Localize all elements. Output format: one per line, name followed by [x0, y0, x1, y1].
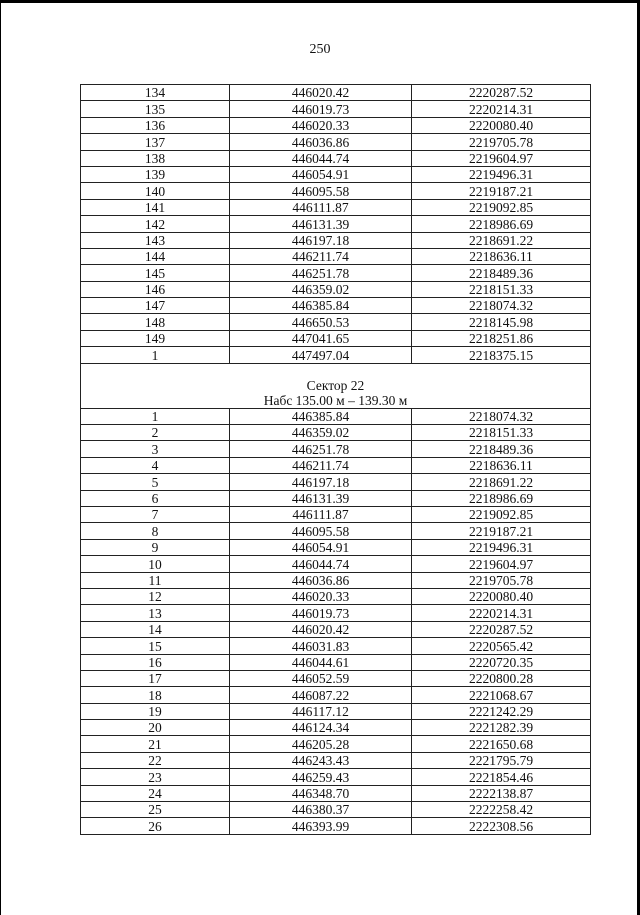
x-coordinate-cell: 446111.87	[230, 199, 412, 215]
table-row	[81, 605, 591, 621]
point-number-cell: 16	[81, 654, 230, 670]
section-header-group	[81, 363, 591, 408]
x-coordinate-cell: 446205.28	[230, 736, 412, 752]
point-number-cell: 1	[81, 347, 230, 363]
point-number-cell: 3	[81, 441, 230, 457]
table-row	[81, 752, 591, 768]
point-number-cell: 136	[81, 117, 230, 133]
y-coordinate-cell: 2221795.79	[412, 752, 591, 768]
y-coordinate-cell: 2221282.39	[412, 720, 591, 736]
page-number: 250	[309, 42, 331, 57]
point-number-cell: 18	[81, 687, 230, 703]
x-coordinate-cell: 446052.59	[230, 670, 412, 686]
x-coordinate-cell: 446044.61	[230, 654, 412, 670]
table-row	[81, 654, 591, 670]
point-number-cell: 15	[81, 638, 230, 654]
x-coordinate-cell: 446020.33	[230, 588, 412, 604]
table-row	[81, 150, 591, 166]
x-coordinate-cell: 446650.53	[230, 314, 412, 330]
y-coordinate-cell: 2219705.78	[412, 134, 591, 150]
section-title: Сектор 22	[306, 377, 365, 393]
x-coordinate-cell: 446380.37	[230, 802, 412, 818]
y-coordinate-cell: 2222258.42	[412, 802, 591, 818]
table-row	[81, 818, 591, 834]
x-coordinate-cell: 446020.42	[230, 85, 412, 101]
y-coordinate-cell: 2221068.67	[412, 687, 591, 703]
x-coordinate-cell: 446111.87	[230, 506, 412, 522]
point-number-cell: 145	[81, 265, 230, 281]
x-coordinate-cell: 447041.65	[230, 330, 412, 346]
table-row	[81, 474, 591, 490]
table-row	[81, 85, 591, 101]
table-row	[81, 117, 591, 133]
y-coordinate-cell: 2218986.69	[412, 490, 591, 506]
scan-border-left	[0, 0, 1, 915]
x-coordinate-cell: 446197.18	[230, 232, 412, 248]
y-coordinate-cell: 2218151.33	[412, 281, 591, 297]
y-coordinate-cell: 2219092.85	[412, 199, 591, 215]
x-coordinate-cell: 446095.58	[230, 523, 412, 539]
point-number-cell: 17	[81, 670, 230, 686]
point-number-cell: 135	[81, 101, 230, 117]
scan-border-top	[0, 0, 640, 3]
x-coordinate-cell: 446131.39	[230, 216, 412, 232]
table-row	[81, 330, 591, 346]
point-number-cell: 139	[81, 166, 230, 182]
point-number-cell: 141	[81, 199, 230, 215]
point-number-cell: 13	[81, 605, 230, 621]
y-coordinate-cell: 2219187.21	[412, 183, 591, 199]
point-number-cell: 144	[81, 248, 230, 264]
point-number-cell: 9	[81, 539, 230, 555]
x-coordinate-cell: 446251.78	[230, 441, 412, 457]
y-coordinate-cell: 2220214.31	[412, 605, 591, 621]
y-coordinate-cell: 2218489.36	[412, 441, 591, 457]
y-coordinate-cell: 2218489.36	[412, 265, 591, 281]
y-coordinate-cell: 2219187.21	[412, 523, 591, 539]
y-coordinate-cell: 2218074.32	[412, 298, 591, 314]
y-coordinate-cell: 2218986.69	[412, 216, 591, 232]
x-coordinate-cell: 446036.86	[230, 134, 412, 150]
x-coordinate-cell: 446054.91	[230, 166, 412, 182]
x-coordinate-cell: 446031.83	[230, 638, 412, 654]
table-row	[81, 490, 591, 506]
x-coordinate-cell: 446054.91	[230, 539, 412, 555]
table-row	[81, 802, 591, 818]
y-coordinate-cell: 2219705.78	[412, 572, 591, 588]
y-coordinate-cell: 2220720.35	[412, 654, 591, 670]
x-coordinate-cell: 446124.34	[230, 720, 412, 736]
point-number-cell: 21	[81, 736, 230, 752]
y-coordinate-cell: 2218691.22	[412, 474, 591, 490]
coordinates-table	[80, 84, 591, 835]
point-number-cell: 146	[81, 281, 230, 297]
y-coordinate-cell: 2220800.28	[412, 670, 591, 686]
y-coordinate-cell: 2219496.31	[412, 166, 591, 182]
y-coordinate-cell: 2218151.33	[412, 425, 591, 441]
table-body-sector-22	[81, 408, 591, 834]
x-coordinate-cell: 446359.02	[230, 281, 412, 297]
table-row	[81, 785, 591, 801]
x-coordinate-cell: 446385.84	[230, 298, 412, 314]
point-number-cell: 20	[81, 720, 230, 736]
y-coordinate-cell: 2218251.86	[412, 330, 591, 346]
point-number-cell: 14	[81, 621, 230, 637]
table-row	[81, 457, 591, 473]
y-coordinate-cell: 2218691.22	[412, 232, 591, 248]
table-row	[81, 232, 591, 248]
y-coordinate-cell: 2222308.56	[412, 818, 591, 834]
table-row	[81, 441, 591, 457]
table-row	[81, 638, 591, 654]
table-row	[81, 347, 591, 363]
x-coordinate-cell: 446197.18	[230, 474, 412, 490]
y-coordinate-cell: 2218145.98	[412, 314, 591, 330]
point-number-cell: 11	[81, 572, 230, 588]
point-number-cell: 149	[81, 330, 230, 346]
y-coordinate-cell: 2218636.11	[412, 457, 591, 473]
table-row	[81, 216, 591, 232]
point-number-cell: 1	[81, 408, 230, 424]
point-number-cell: 23	[81, 769, 230, 785]
point-number-cell: 147	[81, 298, 230, 314]
x-coordinate-cell: 446036.86	[230, 572, 412, 588]
y-coordinate-cell: 2220080.40	[412, 117, 591, 133]
table-row	[81, 736, 591, 752]
y-coordinate-cell: 2218375.15	[412, 347, 591, 363]
x-coordinate-cell: 446095.58	[230, 183, 412, 199]
table-row	[81, 670, 591, 686]
y-coordinate-cell: 2220287.52	[412, 85, 591, 101]
x-coordinate-cell: 446019.73	[230, 101, 412, 117]
x-coordinate-cell: 446359.02	[230, 425, 412, 441]
table-row	[81, 314, 591, 330]
x-coordinate-cell: 446393.99	[230, 818, 412, 834]
table-row	[81, 720, 591, 736]
point-number-cell: 140	[81, 183, 230, 199]
point-number-cell: 2	[81, 425, 230, 441]
x-coordinate-cell: 446259.43	[230, 769, 412, 785]
x-coordinate-cell: 446020.33	[230, 117, 412, 133]
table-row	[81, 281, 591, 297]
table-row	[81, 588, 591, 604]
y-coordinate-cell: 2221242.29	[412, 703, 591, 719]
y-coordinate-cell: 2220565.42	[412, 638, 591, 654]
x-coordinate-cell: 446243.43	[230, 752, 412, 768]
table-row	[81, 769, 591, 785]
x-coordinate-cell: 446020.42	[230, 621, 412, 637]
point-number-cell: 4	[81, 457, 230, 473]
y-coordinate-cell: 2220214.31	[412, 101, 591, 117]
table-row	[81, 183, 591, 199]
table-row	[81, 703, 591, 719]
section-header-cell	[81, 363, 591, 408]
y-coordinate-cell: 2219604.97	[412, 556, 591, 572]
y-coordinate-cell: 2219496.31	[412, 539, 591, 555]
x-coordinate-cell: 446385.84	[230, 408, 412, 424]
x-coordinate-cell: 446211.74	[230, 457, 412, 473]
table-row	[81, 408, 591, 424]
point-number-cell: 24	[81, 785, 230, 801]
table-row	[81, 425, 591, 441]
point-number-cell: 26	[81, 818, 230, 834]
x-coordinate-cell: 446044.74	[230, 556, 412, 572]
table-row	[81, 539, 591, 555]
table-row	[81, 248, 591, 264]
y-coordinate-cell: 2220287.52	[412, 621, 591, 637]
point-number-cell: 6	[81, 490, 230, 506]
table-row	[81, 687, 591, 703]
table-row	[81, 556, 591, 572]
point-number-cell: 137	[81, 134, 230, 150]
point-number-cell: 7	[81, 506, 230, 522]
point-number-cell: 22	[81, 752, 230, 768]
point-number-cell: 138	[81, 150, 230, 166]
table-row	[81, 166, 591, 182]
y-coordinate-cell: 2219092.85	[412, 506, 591, 522]
y-coordinate-cell: 2220080.40	[412, 588, 591, 604]
point-number-cell: 8	[81, 523, 230, 539]
table-row	[81, 506, 591, 522]
point-number-cell: 10	[81, 556, 230, 572]
table-row	[81, 298, 591, 314]
x-coordinate-cell: 446131.39	[230, 490, 412, 506]
x-coordinate-cell: 446087.22	[230, 687, 412, 703]
point-number-cell: 142	[81, 216, 230, 232]
x-coordinate-cell: 446211.74	[230, 248, 412, 264]
x-coordinate-cell: 446019.73	[230, 605, 412, 621]
table-row	[81, 101, 591, 117]
table-row	[81, 265, 591, 281]
y-coordinate-cell: 2222138.87	[412, 785, 591, 801]
x-coordinate-cell: 446251.78	[230, 265, 412, 281]
point-number-cell: 25	[81, 802, 230, 818]
x-coordinate-cell: 446117.12	[230, 703, 412, 719]
y-coordinate-cell: 2218636.11	[412, 248, 591, 264]
section-subtitle: Набс 135.00 м – 139.30 м	[263, 392, 408, 408]
y-coordinate-cell: 2221650.68	[412, 736, 591, 752]
table-row	[81, 199, 591, 215]
table-row	[81, 621, 591, 637]
table-row	[81, 523, 591, 539]
table-body-sector-continued	[81, 85, 591, 364]
x-coordinate-cell: 446044.74	[230, 150, 412, 166]
table-row	[81, 134, 591, 150]
section-header-row	[81, 363, 591, 408]
y-coordinate-cell: 2218074.32	[412, 408, 591, 424]
point-number-cell: 134	[81, 85, 230, 101]
y-coordinate-cell: 2221854.46	[412, 769, 591, 785]
point-number-cell: 19	[81, 703, 230, 719]
x-coordinate-cell: 446348.70	[230, 785, 412, 801]
table-row	[81, 572, 591, 588]
point-number-cell: 148	[81, 314, 230, 330]
y-coordinate-cell: 2219604.97	[412, 150, 591, 166]
point-number-cell: 5	[81, 474, 230, 490]
point-number-cell: 143	[81, 232, 230, 248]
x-coordinate-cell: 447497.04	[230, 347, 412, 363]
point-number-cell: 12	[81, 588, 230, 604]
